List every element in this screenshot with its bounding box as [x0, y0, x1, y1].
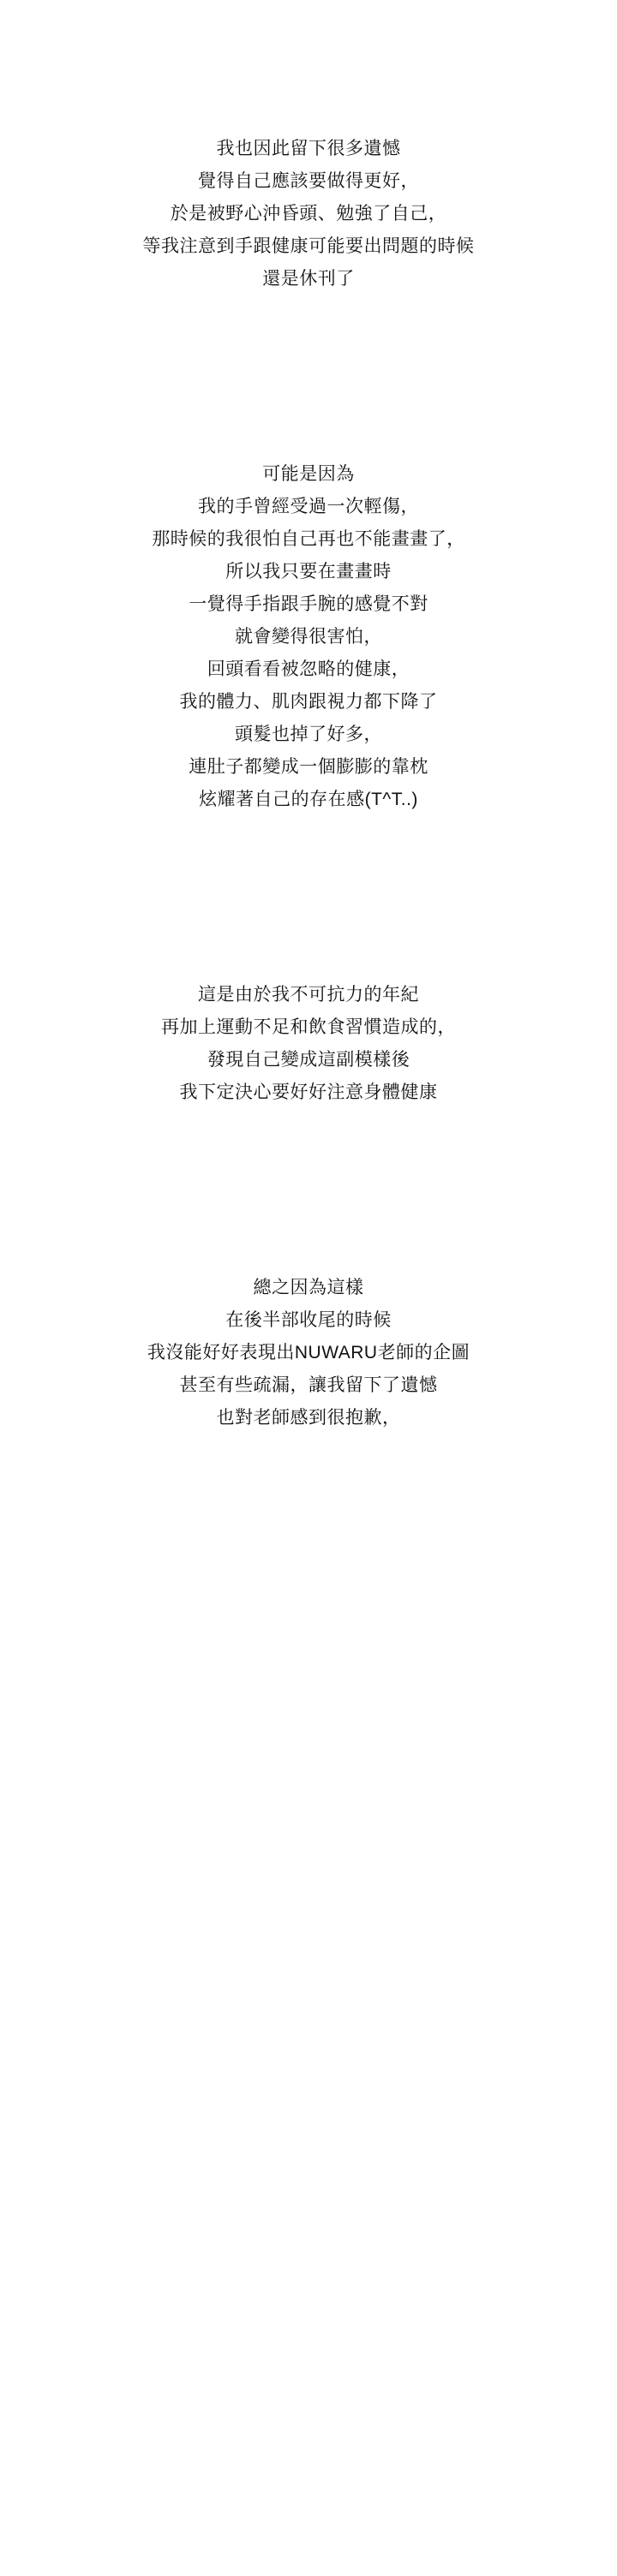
text-line: 等我注意到手跟健康可能要出問題的時候	[142, 236, 475, 256]
text-line: 總之因為這樣	[253, 1278, 364, 1297]
block-spacer	[0, 816, 617, 979]
text-line: 可能是因為	[262, 464, 355, 484]
text-line: 就會變得很害怕，	[235, 627, 382, 647]
text-line: 我的體力、肌肉跟視力都下降了	[179, 692, 438, 712]
block-spacer	[0, 295, 617, 458]
text-line: 頭髮也掉了好多，	[235, 724, 382, 744]
block-spacer	[0, 1109, 617, 1272]
text-line: 再加上運動不足和飲食習慣造成的，	[161, 1017, 456, 1037]
block-3	[0, 979, 617, 1109]
text-line: 所以我只要在畫畫時	[225, 562, 392, 581]
text-line: 這是由於我不可抗力的年紀	[198, 985, 419, 1005]
text-line: 我沒能好好表現出NUWARU老師的企圖	[147, 1343, 470, 1363]
text-line: 覺得自己應該要做得更好，	[198, 171, 419, 191]
text-line: 甚至有些疏漏，讓我留下了遺憾	[179, 1375, 438, 1395]
text-line: 也對老師感到很抱歉，	[216, 1408, 401, 1428]
text-line: 回頭看看被忽略的健康，	[207, 659, 410, 679]
block-1	[0, 133, 617, 295]
text-line: 我下定決心要好好注意身體健康	[179, 1082, 438, 1102]
text-line: 發現自己變成這副模樣後	[207, 1050, 410, 1070]
block-spacer	[0, 0, 617, 133]
text-line: 於是被野心沖昏頭、勉強了自己，	[170, 204, 447, 224]
text-line: 在後半部收尾的時候	[225, 1310, 392, 1330]
text-line: 炫耀著自己的存在感(T^T..)	[199, 790, 418, 809]
block-2	[0, 458, 617, 816]
text-line: 我也因此留下很多遺憾	[216, 139, 401, 158]
text-line: 我的手曾經受過一次輕傷，	[198, 497, 419, 516]
text-line: 還是休刊了	[262, 269, 355, 289]
text-line: 一覺得手指跟手腕的感覺不對	[189, 594, 428, 614]
block-4	[0, 1272, 617, 1434]
text-line: 那時候的我很怕自己再也不能畫畫了，	[152, 529, 465, 549]
text-line: 連肚子都變成一個膨膨的靠枕	[189, 757, 428, 777]
